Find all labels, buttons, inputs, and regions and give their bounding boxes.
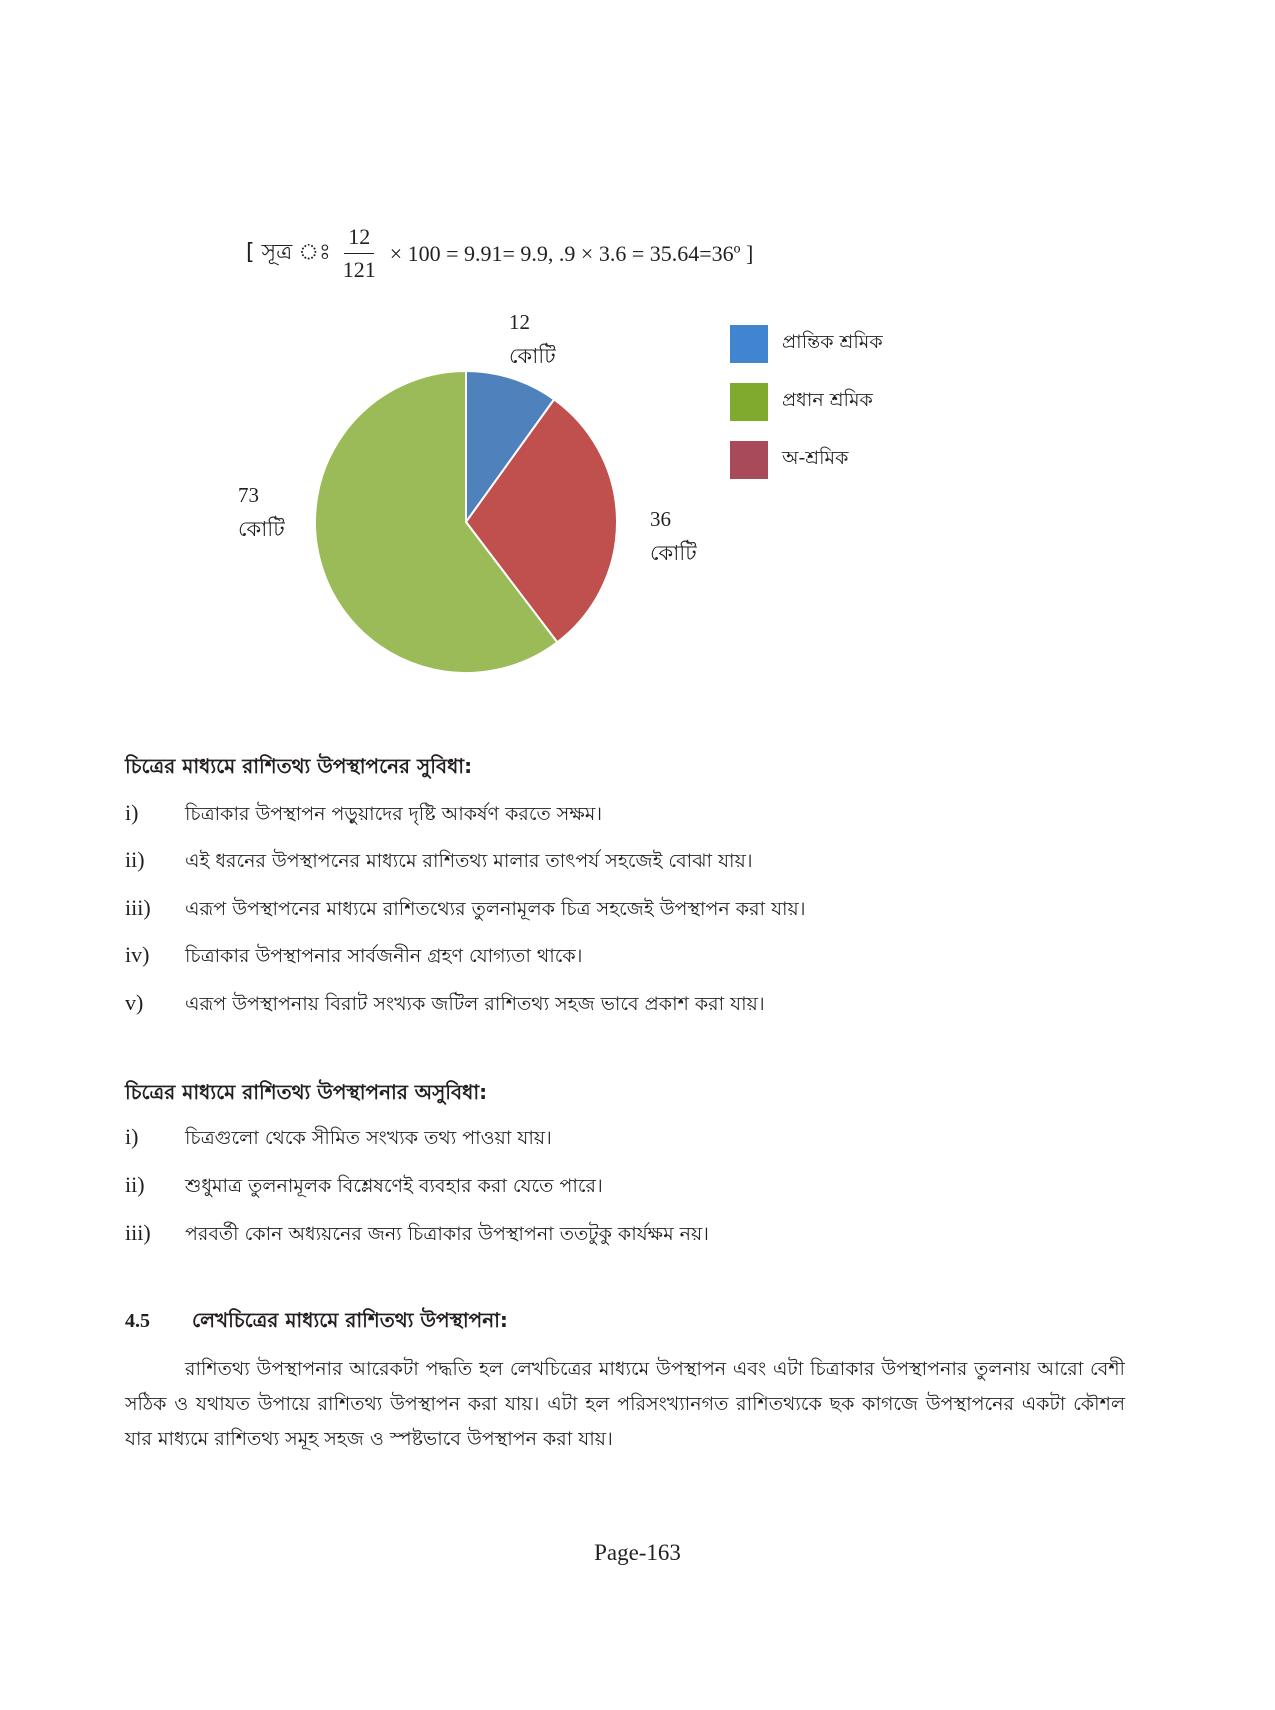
- list-item: [125, 800, 602, 832]
- pie-data-label-2: [238, 478, 285, 546]
- pie-data-label-0-value: 12: [509, 310, 530, 334]
- legend-swatch: [730, 441, 768, 479]
- pie-data-label-1-unit: কোটি: [650, 541, 697, 565]
- legend-item: [730, 440, 883, 480]
- legend-swatch: [730, 383, 768, 421]
- list-item: [125, 1172, 603, 1204]
- list-item-number: ii): [125, 1172, 145, 1197]
- list-item-number: ii): [125, 847, 145, 872]
- list-item-number: i): [125, 800, 139, 825]
- formula-denominator: 121: [342, 257, 376, 282]
- list-item-text: এরূপ উপস্থাপনের মাধ্যমে রাশিতথ্যের তুলনামূলক চিত্র সহজেই উপস্থাপন করা যায়।: [185, 898, 806, 920]
- list-item-number: iii): [125, 1220, 151, 1245]
- list-item-text: পরবর্তী কোন অধ্যয়নের জন্য চিত্রাকার উপস্থাপনা ততটুকু কার্যক্ষম নয়।: [185, 1223, 709, 1245]
- list-item-text: চিত্রাকার উপস্থাপন পড়ুয়াদের দৃষ্টি আকর্ষণ করতে সক্ষম।: [185, 803, 603, 825]
- list-item-text: এই ধরনের উপস্থাপনের মাধ্যমে রাশিতথ্য মালার তাৎপর্য সহজেই বোঝা যায়।: [185, 850, 753, 872]
- pie-data-label-1: [650, 502, 697, 570]
- legend-swatch: [730, 325, 768, 363]
- section-number: 4.5: [125, 1310, 150, 1332]
- section-paragraph: রাশিতথ্য উপস্থাপনার আরেকটা পদ্ধতি হল লেখচিত্রের মাধ্যমে উপস্থাপন এবং এটা চিত্রাকার উপস্থাপনার তুলনায় আরো বেশী সঠিক ও যথাযত উপায়ে রাশিতথ্য উপস্থাপন করা যায়। এটা হল পরিসংখ্যানগত রাশিতথ্যকে ছক কাগজে উপস্থাপনের একটা কৌশল যার মাধ্যমে রাশিতথ্য সমূহ সহজ ও স্পষ্টভাবে উপস্থাপন করা যায়।: [125, 1358, 1125, 1450]
- list-item-text: এরূপ উপস্থাপনায় বিরাট সংখ্যক জটিল রাশিতথ্য সহজ ভাবে প্রকাশ করা যায়।: [185, 993, 765, 1015]
- formula-rest: × 100 = 9.91= 9.9, .9 × 3.6 = 35.64=36º ]: [389, 240, 754, 266]
- legend-label: অ-শ্রমিক: [782, 447, 849, 469]
- list-item: [125, 1220, 709, 1252]
- legend-item: [730, 324, 883, 364]
- list-item-text: চিত্রগুলো থেকে সীমিত সংখ্যক তথ্য পাওয়া যায়।: [185, 1127, 552, 1149]
- page-number: Page-163: [594, 1540, 681, 1565]
- list-item-text: চিত্রাকার উপস্থাপনার সার্বজনীন গ্রহণ যোগ্যতা থাকে।: [185, 945, 583, 967]
- advantages-heading: চিত্রের মাধ্যমে রাশিতথ্য উপস্থাপনের সুবিধা:: [125, 754, 473, 778]
- list-item: [125, 942, 582, 974]
- list-item: [125, 990, 765, 1022]
- pie-data-label-0-unit: কোটি: [509, 344, 556, 368]
- section-title: লেখচিত্রের মাধ্যমে রাশিতথ্য উপস্থাপনা:: [191, 1308, 508, 1332]
- legend-item: [730, 382, 883, 422]
- list-item: [125, 847, 753, 879]
- list-item-text: শুধুমাত্র তুলনামূলক বিশ্লেষণেই ব্যবহার করা যেতে পারে।: [185, 1175, 603, 1197]
- list-item-number: i): [125, 1124, 139, 1149]
- legend-label: প্রান্তিক শ্রমিক: [782, 331, 883, 353]
- list-item-number: iii): [125, 895, 151, 920]
- section-heading: [125, 1306, 508, 1339]
- list-item: [125, 895, 806, 927]
- list-item-number: iv): [125, 942, 150, 967]
- disadvantages-heading: চিত্রের মাধ্যমে রাশিতথ্য উপস্থাপনার অসুবিধা:: [125, 1080, 488, 1104]
- chart-legend: [730, 324, 883, 498]
- pie-chart: [0, 0, 1275, 700]
- formula-numerator: 12: [344, 226, 374, 254]
- formula-open: [ সূত্র ঃ: [246, 240, 331, 265]
- list-item-number: v): [125, 990, 144, 1015]
- legend-label: প্রধান শ্রমিক: [782, 389, 873, 411]
- list-item: [125, 1124, 552, 1156]
- pie-data-label-0: [509, 305, 556, 373]
- pie-data-label-2-unit: কোটি: [238, 517, 285, 541]
- pie-data-label-2-value: 73: [238, 483, 259, 507]
- pie-data-label-1-value: 36: [650, 507, 671, 531]
